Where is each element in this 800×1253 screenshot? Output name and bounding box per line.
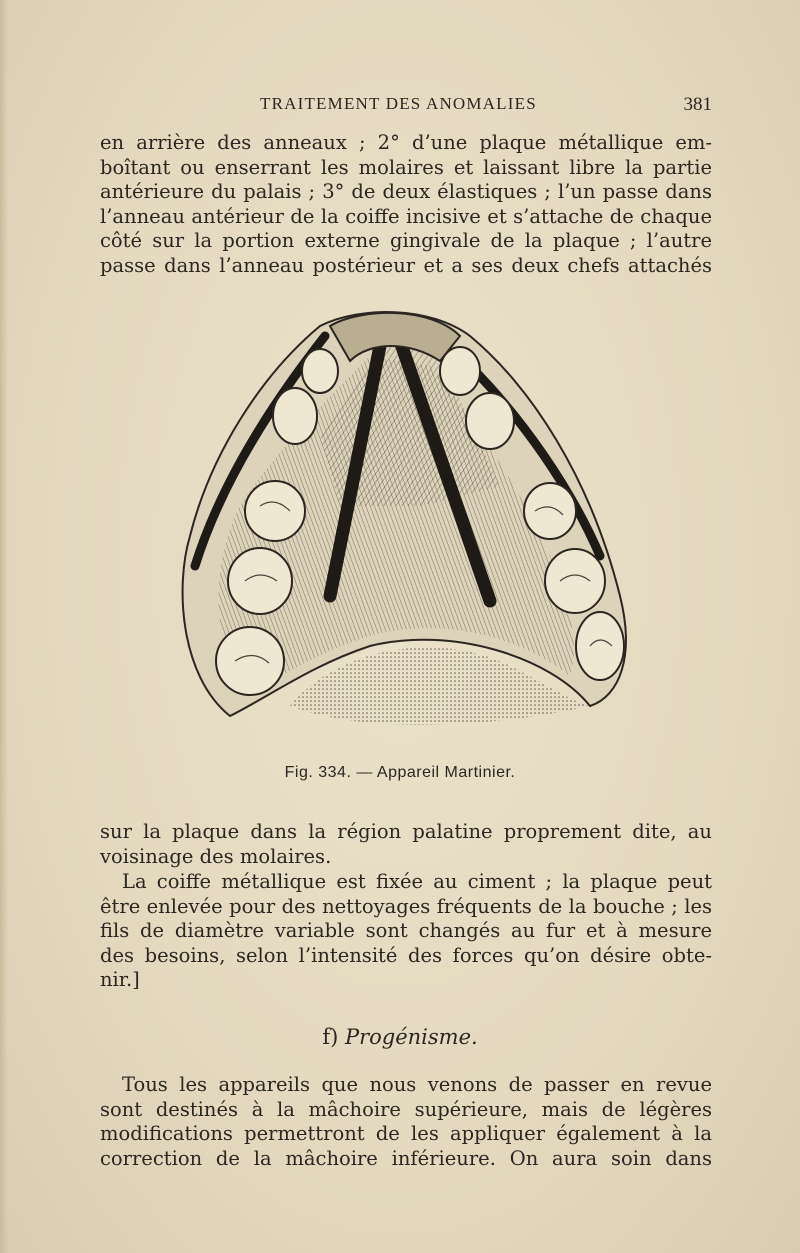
text-line: correction de la mâchoire inférieure. On aura soin dans	[100, 1146, 712, 1170]
text-line: Tous les appareils que nous venons de passer en revue	[122, 1073, 712, 1096]
running-title: TRAITEMENT DES ANOMALIES	[260, 94, 537, 113]
figure-caption: Fig. 334. — Appareil Martinier.	[284, 764, 516, 781]
paragraph-1	[100, 131, 712, 278]
section-title: Progénisme.	[344, 1025, 478, 1049]
text-line: La coiffe métallique est fixée au ciment ; la plaque peut	[122, 870, 712, 893]
paragraph-4	[100, 1073, 712, 1171]
text-line: fils de diamètre variable sont changés au fur et à mesure	[100, 919, 712, 942]
section-heading	[0, 1025, 800, 1049]
dental-appliance-illustration	[170, 296, 640, 758]
text-line: nir.]	[100, 968, 140, 991]
text-line: modifications permettront de les appliquer également à la	[100, 1122, 712, 1145]
page-edge-shadow	[0, 0, 8, 1253]
text-line: côté sur la portion externe gingivale de la plaque ; l’autre	[100, 229, 712, 252]
section-label: f)	[322, 1025, 339, 1049]
paragraph-3	[100, 870, 712, 993]
text-line: passe dans l’anneau postérieur et a ses deux chefs attachés	[100, 253, 712, 277]
text-line: en arrière des anneaux ; 2° d’une plaque métallique em-	[100, 131, 712, 154]
text-line: sont destinés à la mâchoire supérieure, mais de légères	[100, 1097, 712, 1121]
text-line: sur la plaque dans la région palatine proprement dite, au	[100, 820, 712, 843]
text-line: voisinage des molaires.	[100, 844, 332, 868]
page-header	[100, 94, 712, 120]
page-number: 381	[683, 94, 712, 115]
text-line: être enlevée pour des nettoyages fréquents de la bouche ; les	[100, 894, 712, 918]
text-line: antérieure du palais ; 3° de deux élastiques ; l’un passe dans	[100, 180, 712, 203]
paragraph-2	[100, 820, 712, 869]
text-line: l’anneau antérieur de la coiffe incisive et s’attache de chaque	[100, 204, 712, 228]
text-line: des besoins, selon l’intensité des forces qu’on désire obte-	[100, 943, 712, 967]
text-line: boîtant ou enserrant les molaires et laissant libre la partie	[100, 155, 712, 179]
